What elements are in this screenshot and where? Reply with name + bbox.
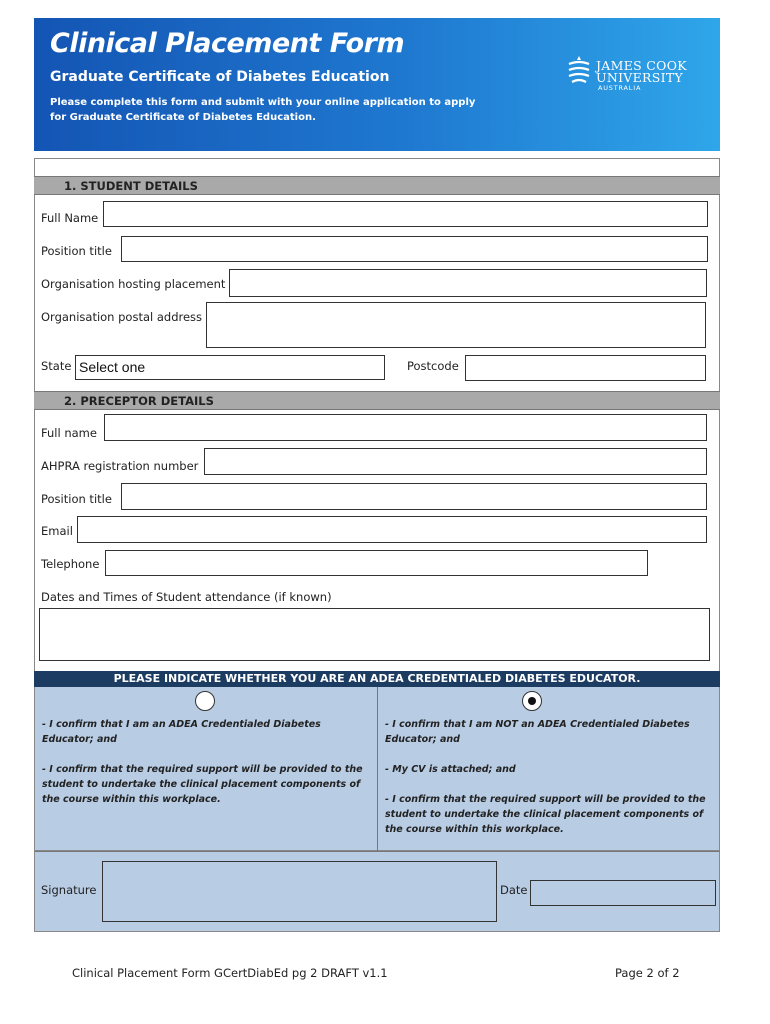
intro-line-1: Please complete this form and submit with your online application to apply — [50, 97, 476, 108]
student-full-name-label: Full Name — [41, 211, 99, 225]
radio-credentialed[interactable] — [195, 691, 215, 711]
adea-right-line-5: student to undertake the clinical placement components of — [385, 809, 704, 820]
adea-right-line-4: - I confirm that the required support will be provided to the — [385, 794, 706, 805]
preceptor-full-name-label: Full name — [41, 426, 97, 440]
adea-right-line-2: Educator; and — [385, 734, 460, 745]
section-preceptor-details-heading: 2. PRECEPTOR DETAILS — [34, 391, 720, 410]
attendance-field[interactable] — [39, 608, 710, 661]
state-label: State — [41, 359, 72, 373]
student-position-title-field[interactable] — [121, 236, 708, 262]
adea-right-line-3: - My CV is attached; and — [385, 764, 516, 775]
telephone-label: Telephone — [41, 557, 100, 571]
postcode-label: Postcode — [407, 359, 459, 373]
adea-left-line-2: Educator; and — [42, 734, 117, 745]
ahpra-label: AHPRA registration number — [41, 459, 199, 473]
signature-label: Signature — [41, 883, 97, 897]
radio-selected-dot — [528, 697, 536, 705]
radio-not-credentialed[interactable] — [522, 691, 542, 711]
date-field[interactable] — [530, 880, 716, 906]
jcu-logo — [566, 52, 716, 98]
adea-divider — [377, 687, 378, 851]
telephone-field[interactable] — [105, 550, 648, 576]
adea-left-line-5: the course within this workplace. — [42, 794, 221, 805]
adea-left-line-1: - I confirm that I am an ADEA Credentialed Diabetes — [42, 719, 321, 730]
jcu-emblem-icon — [566, 54, 592, 90]
header-banner — [34, 18, 720, 151]
postal-address-field[interactable] — [206, 302, 706, 348]
adea-heading: PLEASE INDICATE WHETHER YOU ARE AN ADEA CREDENTIALED DIABETES EDUCATOR. — [34, 671, 720, 687]
postcode-field[interactable] — [465, 355, 706, 381]
organisation-label: Organisation hosting placement — [41, 277, 226, 291]
preceptor-position-title-field[interactable] — [121, 483, 707, 510]
adea-left-line-3: - I confirm that the required support will be provided to the — [42, 764, 363, 775]
signature-field[interactable] — [102, 861, 497, 922]
logo-line-2: UNIVERSITY — [596, 70, 684, 85]
email-field[interactable] — [77, 516, 707, 543]
adea-left-option-text — [42, 717, 363, 807]
logo-line-3: AUSTRALIA — [598, 84, 642, 92]
form-subtitle: Graduate Certificate of Diabetes Education — [50, 69, 390, 85]
email-label: Email — [41, 524, 73, 538]
adea-right-option-text — [385, 717, 706, 837]
adea-left-line-4: student to undertake the clinical placement components of — [42, 779, 361, 790]
attendance-label: Dates and Times of Student attendance (if known) — [41, 590, 332, 604]
footer-document-id: Clinical Placement Form GCertDiabEd pg 2 DRAFT v1.1 — [72, 966, 388, 980]
ahpra-field[interactable] — [204, 448, 707, 475]
adea-right-line-6: the course within this workplace. — [385, 824, 564, 835]
footer-page-number: Page 2 of 2 — [615, 966, 680, 980]
form-title: Clinical Placement Form — [50, 28, 405, 59]
preceptor-position-title-label: Position title — [41, 492, 112, 506]
organisation-field[interactable] — [229, 269, 707, 297]
student-full-name-field[interactable] — [103, 201, 708, 227]
date-label: Date — [500, 883, 528, 897]
postal-address-label: Organisation postal address — [41, 310, 203, 324]
adea-right-line-1: - I confirm that I am NOT an ADEA Credentialed Diabetes — [385, 719, 690, 730]
student-position-title-label: Position title — [41, 244, 112, 258]
intro-line-2: for Graduate Certificate of Diabetes Education. — [50, 112, 316, 123]
state-select[interactable]: Select one — [75, 355, 385, 380]
section-student-details-heading: 1. STUDENT DETAILS — [34, 176, 720, 195]
preceptor-full-name-field[interactable] — [104, 414, 707, 441]
logo-line-1: JAMES COOK — [596, 58, 687, 73]
